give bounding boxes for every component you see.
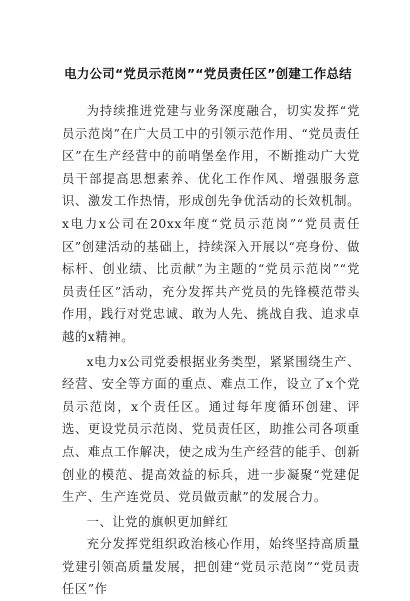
document-title: 电力公司“党员示范岗”“党员责任区”创建工作总结	[64, 66, 352, 81]
section-heading-1: 一、让党的旗帜更加鲜红	[86, 514, 229, 529]
paragraph-intro: 为持续推进党建与业务深度融合，切实发挥“党员示范岗”在广大员工中的引领示范作用、“党员责任区”在生产经营中的前哨堡垒作用，不断推动广大党员干部提高思想素养、优化工作作风、增强服务意识、激发工作热情，形成创先争优活动的长效机制。x电力x公司在20xx年度“党员示范岗”“党员责任区”创建活动的基础上，持续深入开展以“亮身份、做标杆、创业绩、比贡献”为主题的“党员示范岗”“党员责任区”活动，充分发挥共产党员的先锋模范带头作用，践行对党忠诚、敢为人先、挑战自我、追求卓越的x精神。	[62, 104, 360, 344]
paragraph-section-1: 充分发挥党组织政治核心作用，始终坚持高质量党建引领高质量发展，把创建“党员示范岗”“党员责任区”作	[62, 537, 360, 597]
paragraph-party-committee: x电力x公司党委根据业务类型，紧紧围绕生产、经营、安全等方面的重点、难点工作，设立了x个党员示范岗，x个责任区。通过每年度循环创建、评选、更设党员示范岗、党员责任区，助推公司各项重点、难点工作解决，使之成为生产经营的能手、创新创业的模范、提高效益的标兵，进一步凝聚“党建促生产、生产连党员、党员做贡献”的发展合力。	[62, 354, 360, 505]
